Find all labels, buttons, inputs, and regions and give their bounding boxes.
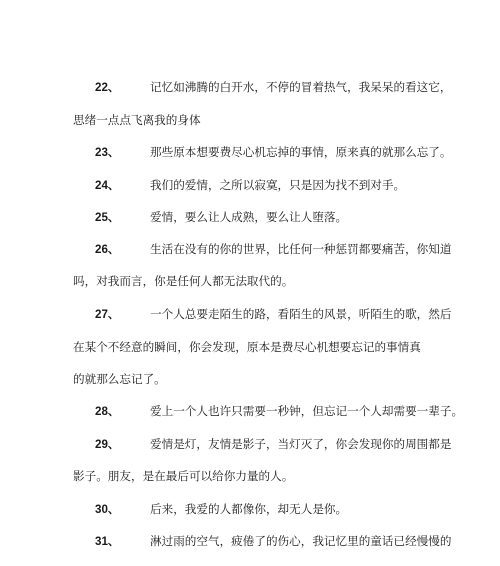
entry-text: 爱上一个人也许只需要一秒钟，但忘记一个人却需要一辈子。 [150, 404, 464, 418]
entry-30-line-1 [73, 501, 347, 518]
entry-text: 影子。朋友，是在最后可以给你力量的人。 [73, 469, 294, 483]
entry-number: 22、 [95, 81, 120, 94]
entry-text: 爱情，要么让人成熟，要么让人堕落。 [150, 210, 348, 224]
entry-26-line-2 [73, 273, 293, 289]
entry-text: 淋过雨的空气，疲倦了的伤心，我记忆里的童话已经慢慢的 [150, 534, 452, 548]
entry-number: 24、 [95, 179, 120, 192]
entry-31-line-1 [73, 533, 451, 550]
entry-29-line-1 [73, 436, 451, 453]
entry-number: 28、 [95, 405, 120, 418]
entry-number: 25、 [95, 211, 120, 224]
entry-22-line-1 [73, 79, 451, 96]
entry-27-line-1 [73, 306, 451, 323]
entry-text: 后来，我爱的人都像你，却无人是你。 [150, 502, 348, 516]
entry-text: 那些原本想要费尽心机忘掉的事情，原来真的就那么忘了。 [150, 145, 452, 159]
entry-text: 在某个不经意的瞬间，你会发现，原本是费尽心机想要忘记的事情真 [73, 340, 421, 354]
entry-24-line-1 [73, 177, 405, 194]
entry-text: 爱情是灯，友情是影子，当灯灭了，你会发现你的周围都是 [150, 437, 452, 451]
entry-29-line-2 [73, 468, 293, 484]
entry-number: 23、 [95, 146, 120, 159]
entry-text: 记忆如沸腾的白开水，不停的冒着热气，我呆呆的看这它， [150, 80, 452, 94]
entry-text: 生活在没有的你的世界，比任何一种惩罚都要痛苦，你知道 [150, 242, 452, 256]
entry-22-line-2 [73, 112, 201, 128]
entry-number: 27、 [95, 308, 120, 321]
entry-27-line-3 [73, 371, 166, 387]
entry-27-line-2 [73, 339, 421, 355]
entry-text: 思绪一点点飞离我的身体 [73, 113, 201, 127]
entry-number: 30、 [95, 503, 120, 516]
entry-25-line-1 [73, 209, 347, 226]
entry-28-line-1 [73, 403, 463, 420]
entry-text: 我们的爱情，之所以寂寞，只是因为找不到对手。 [150, 178, 406, 192]
entry-text: 吗，对我而言，你是任何人都无法取代的。 [73, 274, 294, 288]
entry-text: 一个人总要走陌生的路，看陌生的风景，听陌生的歌，然后 [150, 307, 452, 321]
entry-number: 26、 [95, 243, 120, 256]
entry-number: 31、 [95, 535, 120, 548]
entry-text: 的就那么忘记了。 [73, 372, 166, 386]
entry-number: 29、 [95, 438, 120, 451]
entry-26-line-1 [73, 241, 451, 258]
entry-23-line-1 [73, 144, 451, 161]
